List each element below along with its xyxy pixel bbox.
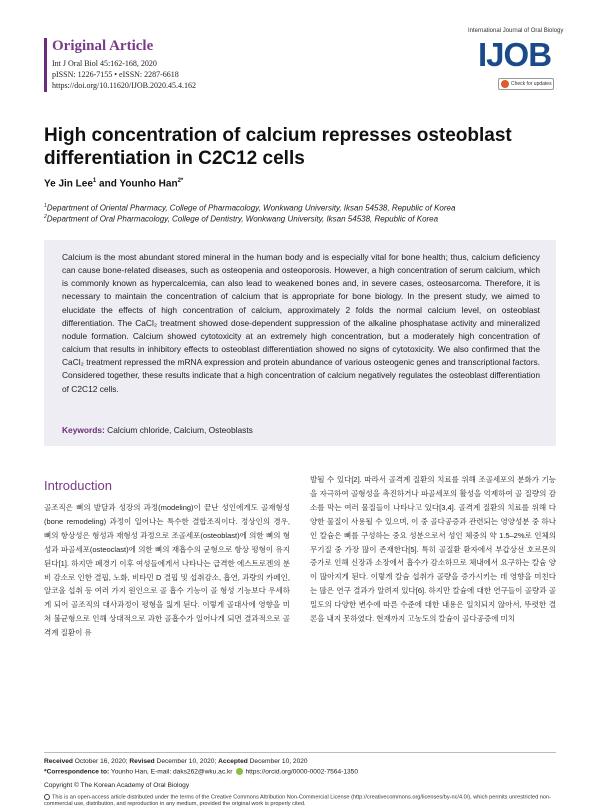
license-body: This is an open-access article distributed under the terms of the Creative Commons Attribution Non-Commercial License (http://creativecommons.org/licenses/by-nc/4.0/), which permits unrestricted non-commercial use, distribution, and reproduction in any medium, provided the original work is properly cited. [44,794,551,808]
received-date: October 16, 2020; [72,758,130,765]
copyright: Copyright © The Korean Academy of Oral Biology [44,782,190,789]
authors [44,178,183,189]
affiliation-2 [44,214,438,224]
author-1-sup: 1 [92,178,97,184]
affiliation-1 [44,203,455,213]
citation: Int J Oral Biol 45:162-168, 2020 [52,59,157,68]
author-2-sup: 2* [177,178,184,184]
issn: pISSN: 1226-7155 • eISSN: 2287-6618 [52,70,179,79]
received-label: Received [44,758,73,765]
accepted-date: December 10, 2020 [247,758,308,765]
correspondence-label: *Correspondence to: [44,768,110,776]
revised-date: December 10, 2020; [154,758,219,765]
correspondence [44,768,358,775]
affiliation-1-sup: 1 [44,203,47,209]
doi-link[interactable]: https://doi.org/10.11620/IJOB.2020.45.4.162 [52,81,197,90]
journal-logo: IJOB [478,36,552,73]
header-accent-bar [44,38,47,92]
creative-commons-icon [44,794,50,800]
revised-label: Revised [129,758,155,765]
check-updates-label: Check for updates [511,81,552,87]
affiliation-1-text: Department of Oriental Pharmacy, College of Pharmacology, Wonkwang University, Iksan 54538, Republic of Korea [46,203,456,213]
authors-and: and [96,178,120,190]
intro-column-1: 골조직은 뼈의 발달과 성장의 과정(modeling)이 끝난 성인에게도 골재형성(bone remodeling) 과정이 일어나는 특수한 결합조직이다. 정상인의 경우, 뼈의 항상성은 형성과 재형성 과정으로 조골세포(osteoblast)에 의한 뼈의 형성과 파골세포(osteoclast)에 의한 뼈의 재흡수의 균형으로 항상 평형이 유지된다[1]. 하지만 폐경기 이후 여성들에게서 나타나는 급격한 에스트로겐의 분비 감소로 인한 결핍, 노화, 비타민 D 결핍 및 섭취감소, 흡연, 과량의 카페인, 알코올 섭취 등 여러 가지 원인으로 골 흡수 기능이 골 형성 기능보다 우세하게 되어 골조직의 대사과정이 평형을 잃게 된다. 이렇게 골대사에 영향을 미쳐 불균형으로 인해 상대적으로 과한 골흡수가 일어나게 되면 결과적으로 골격계 질환이 유 [44,503,290,638]
correspondence-contact[interactable]: Younho Han, E-mail: daks262@wku.ac.kr [109,768,233,776]
accepted-label: Accepted [218,758,248,765]
keywords-list: Calcium chloride, Calcium, Osteoblasts [104,425,253,435]
keywords-label: Keywords: [62,425,105,435]
abstract-text: Calcium is the most abundant stored mineral in the human body and is especially vital for bone health; thus, calcium deficiency can cause bone-related diseases, such as osteopenia and osteoporosis. However, a high concentration of serum calcium, which is commonly known as hypercalcemia, can also lead to weakened bones and, in severe cases, osteosarcoma. Therefore, it is necessary to maintain the concentration of calcium that is appropriate for bone biology. In the present study, we aimed to elucidate the effects of high concentration of calcium, approximately 2 folds the normal calcium level, on osteoblast differentiation. The CaCl₂ treatment showed dose-dependent suppression of the alkaline phosphatase activity and mineralized nodule formation. Calcium showed cytotoxicity at an extremely high concentration, but a moderately high concentration of calcium that results in inhibitory effects to osteoblast differentiation showed no signs of cytotoxicity. We also confirmed that the CaCl₂ treatment repressed the mRNA expression and protein abundance of various osteogenic genes and transcriptional factors. Considered together, these results indicate that a high concentration of calcium negatively regulates the osteoblast differentiation of C2C12 cells. [62,252,540,394]
received-dates [44,758,308,765]
intro-column-2: 발될 수 있다[2]. 따라서 골격계 질환의 치료를 위해 조골세포의 분화가 기능을 자극하여 골형성을 촉진하거나 파골세포의 활성을 억제하여 골 질량의 감소를 막는 여러 물질들이 나타나고 있다[3,4]. 골격계 질환의 치료를 위해 다양한 물질이 사용될 수 있으며, 이 중 골다공증과 관련되는 영양성분 중 하나인 칼슘은 뼈를 구성하는 중요 성분으로서 성인 체중의 약 1.5–2%로 인체의 무기질 중 가장 많이 존재한다[5]. 특히 골질환 환자에서 부갑상선 호르몬의 증가로 인해 신장과 소장에서 흡수가 감소하므로 체내에서 요구하는 칼슘 양이 많아지게 된다. 이렇게 칼슘 섭취가 골량을 증가시키는 데 영향을 미친다는 많은 연구 결과가 알려져 있다[6]. 하지만 칼슘에 대한 연구들이 골량과 골밀도의 다양한 변수에 따른 수준에 대한 내용은 일치되지 않아서, 뚜렷한 결론을 내지 못하였다. 현재까지 고농도의 칼슘이 골다공증에 미치 [310,475,556,624]
journal-name: International Journal of Oral Biology [468,28,564,34]
license-text [44,794,556,808]
check-updates-button[interactable] [498,78,554,90]
orcid-icon [236,768,243,775]
author-1[interactable]: Ye Jin Lee [44,178,93,190]
orcid-link[interactable]: https://orcid.org/0000-0002-7564-1350 [245,768,359,776]
affiliation-2-sup: 2 [44,214,47,220]
introduction-heading: Introduction [44,478,112,493]
article-title: High concentration of calcium represses osteoblast differentiation in C2C12 cells [44,125,512,169]
keywords [62,425,253,435]
check-updates-icon [501,80,509,88]
author-2[interactable]: Younho Han [119,178,178,190]
affiliation-2-text: Department of Oral Pharmacology, College of Dentistry, Wonkwang University, Iksan 54538, Republic of Korea [46,214,439,224]
article-type: Original Article [52,38,154,54]
footer-divider [44,752,556,753]
